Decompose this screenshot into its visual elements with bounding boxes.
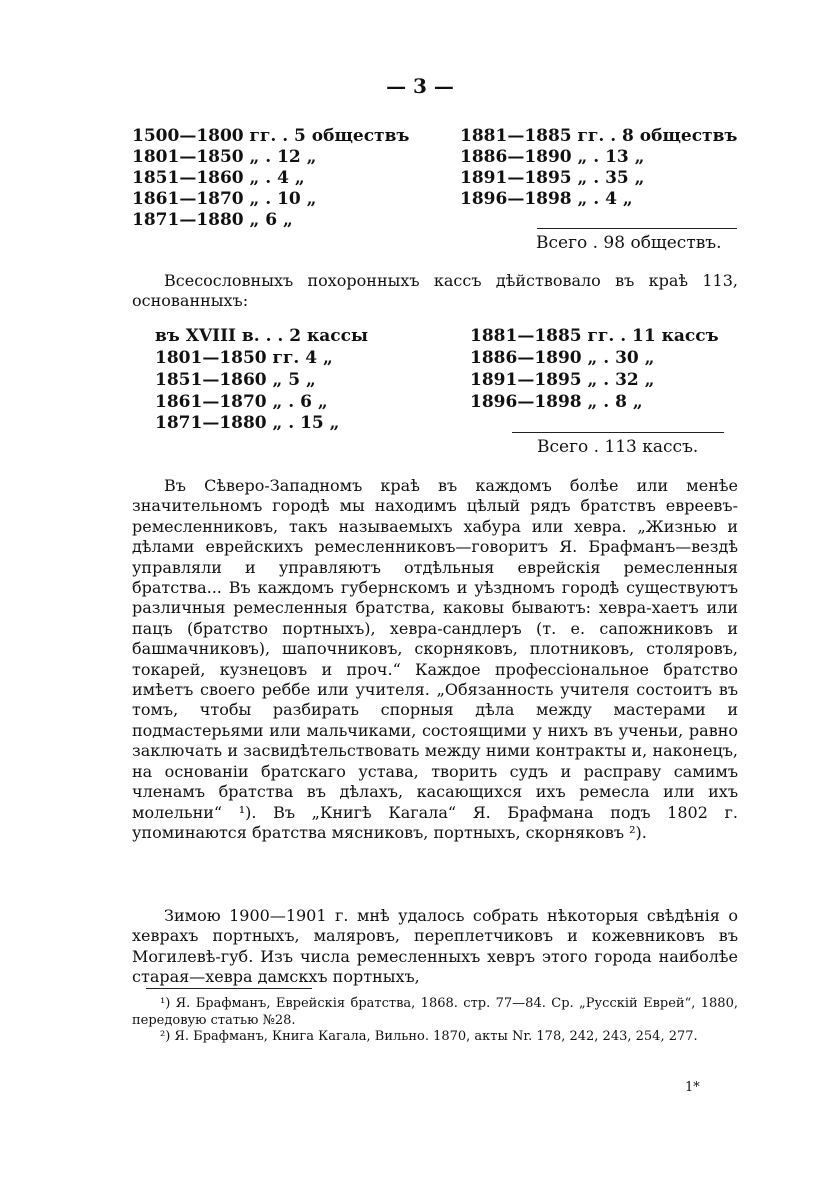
table2-left-row-1: въ XVIII в. . . 2 кассы (155, 326, 369, 346)
table1-total-rule (537, 228, 737, 229)
table2-left-row-3: 1851—1860 „ 5 „ (155, 370, 316, 390)
footnote-1: ¹) Я. Брафманъ, Еврейскія братства, 1868. стр. 77—84. Ср. „Русскій Еврей“, 1880, передовую статью №28. (132, 996, 738, 1028)
table1-right-row-2: 1886—1890 „ . 13 „ (460, 147, 645, 167)
table2-left-row-4: 1861—1870 „ . 6 „ (155, 392, 328, 412)
table1-total: Всего . 98 обществъ. (536, 233, 722, 253)
footnote-2: ²) Я. Брафманъ, Книга Кагала, Вильно. 1870, акты Nr. 178, 242, 243, 254, 277. (160, 1029, 698, 1044)
table2-right-row-2: 1886—1890 „ . 30 „ (470, 348, 655, 368)
table1-left-row-2: 1801—1850 „ . 12 „ (132, 147, 317, 167)
table1-right-row-3: 1891—1895 „ . 35 „ (460, 168, 645, 188)
table2-left-row-2: 1801—1850 гг. 4 „ (155, 348, 333, 368)
signature-mark: 1* (685, 1080, 700, 1095)
table1-left-row-3: 1851—1860 „ . 4 „ (132, 168, 305, 188)
table2-right-row-1: 1881—1885 гг. . 11 кассъ (470, 326, 719, 346)
footnotes (132, 996, 738, 1046)
table2-right-row-3: 1891—1895 „ . 32 „ (470, 370, 655, 390)
paragraph-brotherhoods (132, 476, 738, 843)
table1-right-row-4: 1896—1898 „ . 4 „ (460, 189, 633, 209)
page-number: — 3 — (386, 74, 454, 98)
table1-left-row-4: 1861—1870 „ . 10 „ (132, 189, 317, 209)
table1-right-row-1: 1881—1885 гг. . 8 обществъ (460, 126, 738, 146)
paragraph-text: Зимою 1900—1901 г. мнѣ удалось собрать нѣкоторыя свѣдѣнія о хеврахъ портныхъ, маляровъ, переплетчиковъ и кожевниковъ въ Могилевѣ-губ. Изъ числа ремесленныхъ хевръ этого города наиболѣе старая—хевра дамскхъ портныхъ, (132, 906, 738, 987)
table2-right-row-4: 1896—1898 „ . 8 „ (470, 392, 643, 412)
paragraph-text: Всесословныхъ похоронныхъ кассъ дѣйствовало въ краѣ 113, основанныхъ: (132, 271, 738, 311)
table1-left-row-1: 1500—1800 гг. . 5 обществъ (132, 126, 410, 146)
table2-total: Всего . 113 кассъ. (537, 437, 699, 457)
table2-total-rule (512, 432, 724, 433)
footnote-rule (146, 988, 312, 989)
table2-left-row-5: 1871—1880 „ . 15 „ (155, 413, 340, 433)
paragraph-text: Въ Сѣверо-Западномъ краѣ въ каждомъ болѣе или менѣе значительномъ городѣ мы находимъ цѣлый рядъ братствъ евреевъ-ремесленниковъ, такъ называемыхъ хабура или хевра. „Жизнью и дѣлами еврейскихъ ремесленниковъ—говоритъ Я. Брафманъ—вездѣ управляли и управляютъ отдѣльныя еврейскія ремесленныя братства... Въ каждомъ губернскомъ и уѣздномъ городѣ существуютъ различныя ремесленныя братства, каковы бываютъ: хевра-хаетъ или пацъ (братство портныхъ), хевра-сандлеръ (т. е. сапожниковъ и башмачниковъ), шапочниковъ, скорняковъ, плотниковъ, столяровъ, токарей, кузнецовъ и проч.“ Каждое профессіональное братство имѣетъ своего реббе или учителя. „Обязанность учителя состоитъ въ томъ, чтобы разбирать спорныя дѣла между мастерами и подмастерьями или мальчиками, состоящими у нихъ въ ученьи, равно заключать и засвидѣтельствовать между ними контракты и, наконецъ, на основаніи братскаго устава, творить судъ и расправу самимъ членамъ братства въ дѣлахъ, касающихся ихъ ремесла или ихъ молельни“ ¹). Въ „Книгѣ Кагала“ Я. Брафмана подъ 1802 г. упоминаются братства мясниковъ, портныхъ, скорняковъ ²). (132, 476, 738, 842)
paragraph-mogilev (132, 906, 738, 988)
table1-left-row-5: 1871—1880 „ 6 „ (132, 210, 293, 230)
paragraph-funeral-funds (132, 271, 738, 312)
